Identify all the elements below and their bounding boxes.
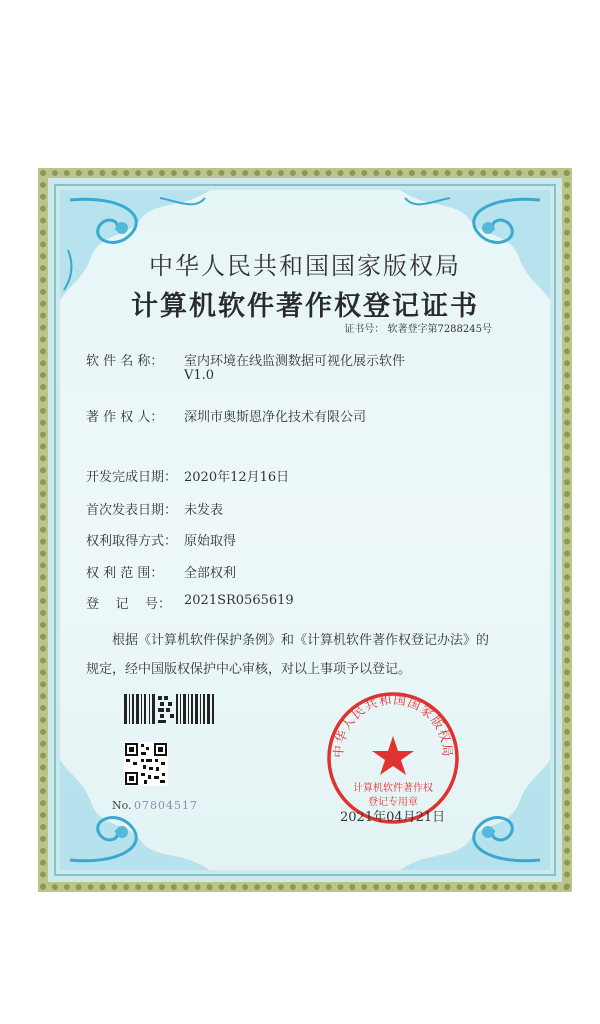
- issue-date: 2021年04月21日: [340, 810, 446, 825]
- software-name-value: 室内环境在线监测数据可视化展示软件: [184, 354, 406, 369]
- completion-date-label: 开发完成日期：: [86, 470, 178, 485]
- star-icon: [372, 736, 414, 775]
- copyright-holder-value: 深圳市奥斯恩净化技术有限公司: [184, 410, 367, 425]
- page-title: 计算机软件著作权登记证书: [131, 291, 479, 322]
- acquisition-method-label: 权利取得方式：: [86, 534, 178, 549]
- completion-date-value: 2020年12月16日: [184, 470, 290, 485]
- software-version-value: V1.0: [184, 368, 215, 383]
- rights-scope-value: 全部权利: [184, 566, 237, 581]
- software-name-label: 软 件 名 称：: [86, 354, 164, 369]
- registration-number-label: 登 记 号：: [86, 597, 172, 612]
- registration-statement: [86, 626, 526, 684]
- first-publication-label: 首次发表日期：: [86, 503, 178, 518]
- certificate-number: 证书号： 软著登字第7288245号: [344, 324, 492, 335]
- certificate: [38, 168, 572, 892]
- statement-line: 规定，经中国版权保护中心审核，对以上事项予以登记。: [86, 662, 412, 677]
- serial-label: No.: [112, 799, 132, 812]
- first-publication-value: 未发表: [184, 503, 224, 518]
- copyright-holder-label: 著 作 权 人：: [86, 410, 164, 425]
- statement-line: 根据《计算机软件保护条例》和《计算机软件著作权登记办法》的: [112, 633, 490, 648]
- registration-number-value: 2021SR0565619: [184, 593, 294, 608]
- barcode-icon: [124, 694, 216, 724]
- seal-center-line: 计算机软件著作权: [353, 783, 433, 794]
- issuer-name: 中华人民共和国国家版权局: [149, 252, 461, 280]
- serial-number: 07804517: [134, 799, 198, 812]
- seal-ring-text: 中华人民共和国国家版权局: [330, 691, 456, 759]
- rights-scope-label: 权 利 范 围：: [86, 566, 164, 581]
- acquisition-method-value: 原始取得: [184, 534, 237, 549]
- qr-code-icon: [124, 742, 168, 786]
- seal-center-line: 登记专用章: [368, 797, 418, 808]
